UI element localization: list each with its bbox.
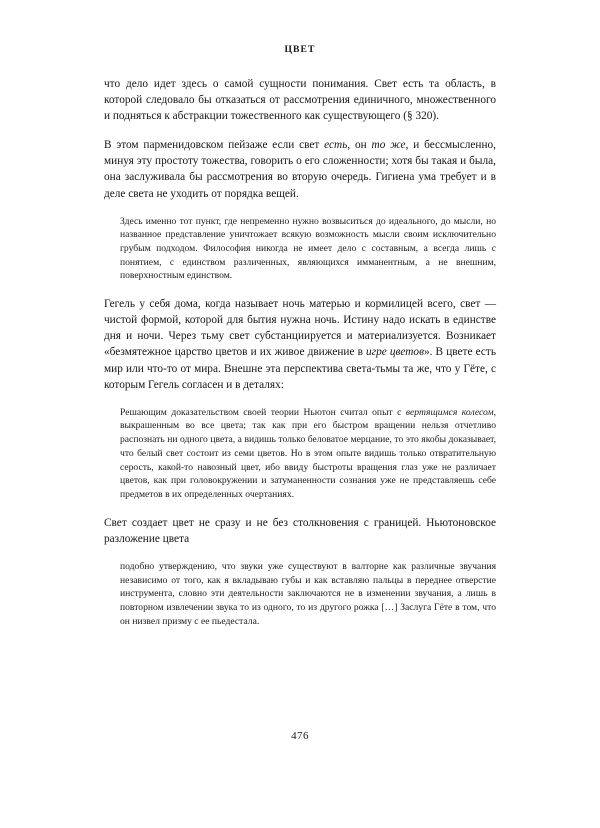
emphasis-text: то же bbox=[371, 139, 406, 152]
paragraph-light-creates-color: Свет создает цвет не сразу и не без столкновения с границей. Ньютоновское разложение цвета bbox=[104, 516, 496, 545]
paragraph-continued: что дело идет здесь о самой сущности понимания. Свет есть та область, в которой следовало бы отказаться от рассмотрения единичного, множественного и подняться к абстракции тожественного как существующего (§ 320). bbox=[104, 78, 496, 123]
page-number: 476 bbox=[291, 730, 309, 742]
page-content-column bbox=[104, 0, 496, 828]
running-head: ЦВЕТ bbox=[284, 44, 316, 55]
quotation-newton-wheel: Решающим доказательством своей теории Ньютон считал опыт с вертящимся колесом, выкрашенным во все цвета; так как при его быстром вращении нельзя отчетливо распознать ни одного цвета, а видишь только беловатое мерцание, то это якобы доказывает, что белый свет состоит из семи цветов. Но в этом опыте видишь только отвратительную серость, какой-то навозный цвет, ибо ввиду быстроты вращения глаз уже не различает цветов, как при головокружении и затуманенности сознания уже не представляешь себе предметов в их определенных очертаниях. bbox=[120, 406, 496, 500]
quotation-ideal: Здесь именно тот пункт, где непременно нужно возвыситься до идеального, до мысли, но названное представление уничтожает всякую возможность мысли своим исключительно грубым подходом. Философия никогда не имеет дело с составным, а всегда лишь с понятием, с единством различенных, являющихся имманентным, а не внешним, поверхностным единством. bbox=[120, 215, 496, 282]
quotation-french-horn: подобно утверждению, что звуки уже существуют в валторне как различные звучания независимо от того, как я вкладываю губы и как вставляю пальцы в переднее отверстие инструмента, словно эти деятельности заключаются не в изменении звучания, а лишь в повторном извлечении звука то из одного, то из другого рожка […] Заслуга Гёте в том, что он низвел призму с ее пьедестала. bbox=[120, 560, 496, 627]
emphasis-text: игре цветов bbox=[366, 346, 424, 359]
emphasis-text: есть bbox=[324, 139, 348, 152]
paragraph-hegel: Гегель у себя дома, когда называет ночь матерью и кормилицей всего, свет — чистой формой, которой для бытия нужна ночь. Истину надо искать в единстве дня и ночи. Через тьму свет субстанциируется и материализуется. Возникает «безмятежное царство цветов и их живое движение в игре цветов». В цвете есть мир или что-то от мира. Внешне эта перспектива света-тьмы та же, что у Гёте, с которым Гегель согласен и в деталях: bbox=[104, 298, 496, 391]
emphasis-text: вертящимся колесом bbox=[405, 406, 494, 418]
paragraph-parmenides: В этом парменидовском пейзаже если свет есть, он то же, и бессмысленно, минуя эту простоту тожества, говорить о его сложенности; хотя бы такая и была, она заслуживала бы рассмотрения во вторую очередь. Гигиена ума требует и в деле света не уходить от порядка вещей. bbox=[104, 139, 496, 200]
